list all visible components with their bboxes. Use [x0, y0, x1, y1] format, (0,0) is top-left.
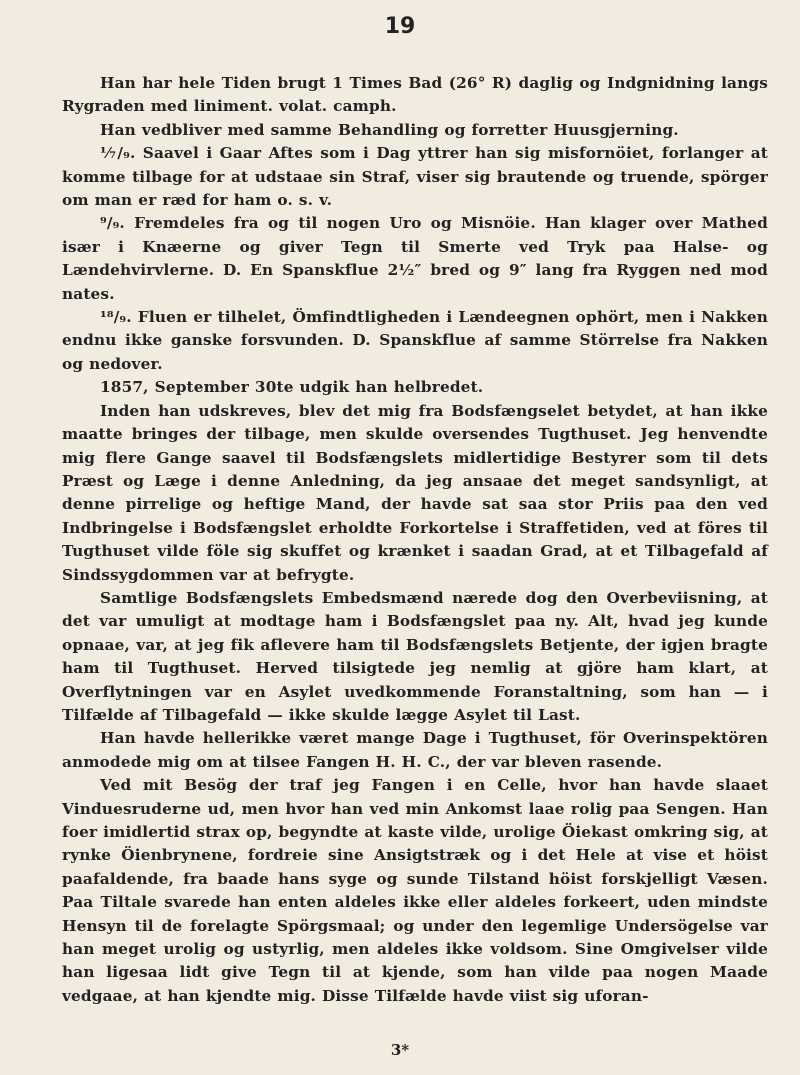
paragraph: Han vedbliver med samme Behandling og forretter Huusgjerning. — [100, 120, 679, 139]
paragraph: Han havde hellerikke været mange Dage i Tugthuset, för Overinspektören anmodede mig om at tilsee Fangen H. H. C., der var bleven rasende. — [62, 729, 768, 771]
paragraph: ⁹/₉. Fremdeles fra og til nogen Uro og Misnöie. Han klager over Mathed især i Knæerne og giver Tegn til Smerte ved Tryk paa Halse- og Lændehvirvlerne. D. En Spanskflue 2½″ bred og 9″ lang fra Ryggen ned mod nates. — [62, 214, 768, 303]
signature-mark: 3* — [390, 1041, 410, 1059]
paragraph: Han har hele Tiden brugt 1 Times Bad (26° R) daglig og Indgnidning langs Rygraden med liniment. volat. camph. — [62, 74, 768, 116]
page-number: 19 — [384, 14, 416, 39]
paragraph: Samtlige Bodsfængslets Embedsmænd nærede dog den Overbeviisning, at det var umuligt at modtage ham i Bodsfængslet paa ny. Alt, hvad jeg kunde opnaae, var, at jeg fik aflevere ham til Bodsfængslets Betjente, der igjen bragte ham til Tugthuset. Herved tilsigtede jeg nemlig at gjöre ham klart, at Overflytningen var en Asylet uvedkommende Foranstaltning, som han — i Tilfælde af Tilbagefald — ikke skulde lægge Asylet til Last. — [62, 588, 768, 724]
paragraph: 1857, September 30te udgik han helbredet. — [100, 378, 484, 397]
paragraph: ⅐/₉. Saavel i Gaar Aftes som i Dag yttrer han sig misfornöiet, forlanger at komme tilbage for at udstaae sin Straf, viser sig brautende og truende, spörger om man er ræd for ham o. s. v. — [62, 144, 768, 210]
paragraph: Ved mit Besög der traf jeg Fangen i en Celle, hvor han havde slaaet Vinduesruderne ud, men hvor han ved min Ankomst laae rolig paa Sengen. Han foer imidlertid strax op, begyndte at kaste vilde, urolige Öiekast omkring sig, at rynke Öienbrynene, fordreie sine Ansigtstræk og i det Hele at vise et höist paafaldende, fra baade hans syge og sunde Tilstand höist forskjelligt Væsen. Paa Tiltale svarede han enten aldeles ikke eller aldeles forkeert, uden mindste Hensyn til de forelagte Spörgsmaal; og under den legemlige Undersögelse var han meget urolig og ustyrlig, men aldeles ikke voldsom. Sine Omgivelser vilde han ligesaa lidt give Tegn til at kjende, som han vilde paa nogen Maade vedgaae, at han kjendte mig. Disse Tilfælde havde viist sig uforan- — [62, 776, 768, 1005]
paragraph: Inden han udskreves, blev det mig fra Bodsfængselet betydet, at han ikke maatte bringes der tilbage, men skulde oversendes Tugthuset. Jeg henvendte mig flere Gange saavel til Bodsfængslets midlertidige Bestyrer som til dets Præst og Læge i denne Anledning, da jeg ansaae det meget sandsynligt, at denne pirrelige og heftige Mand, der havde sat saa stor Priis paa den ved Indbringelse i Bodsfængslet erholdte Forkortelse i Straffetiden, ved at föres til Tugthuset vilde föle sig skuffet og krænket i saadan Grad, at et Tilbagefald af Sindssygdommen var at befrygte. — [62, 401, 768, 584]
body-text — [62, 72, 768, 1008]
paragraph: ¹⁸/₉. Fluen er tilhelet, Ömfindtligheden i Lændeegnen ophört, men i Nakken endnu ikke ganske forsvunden. D. Spanskflue af samme Störrelse fra Nakken og nedover. — [62, 308, 768, 373]
